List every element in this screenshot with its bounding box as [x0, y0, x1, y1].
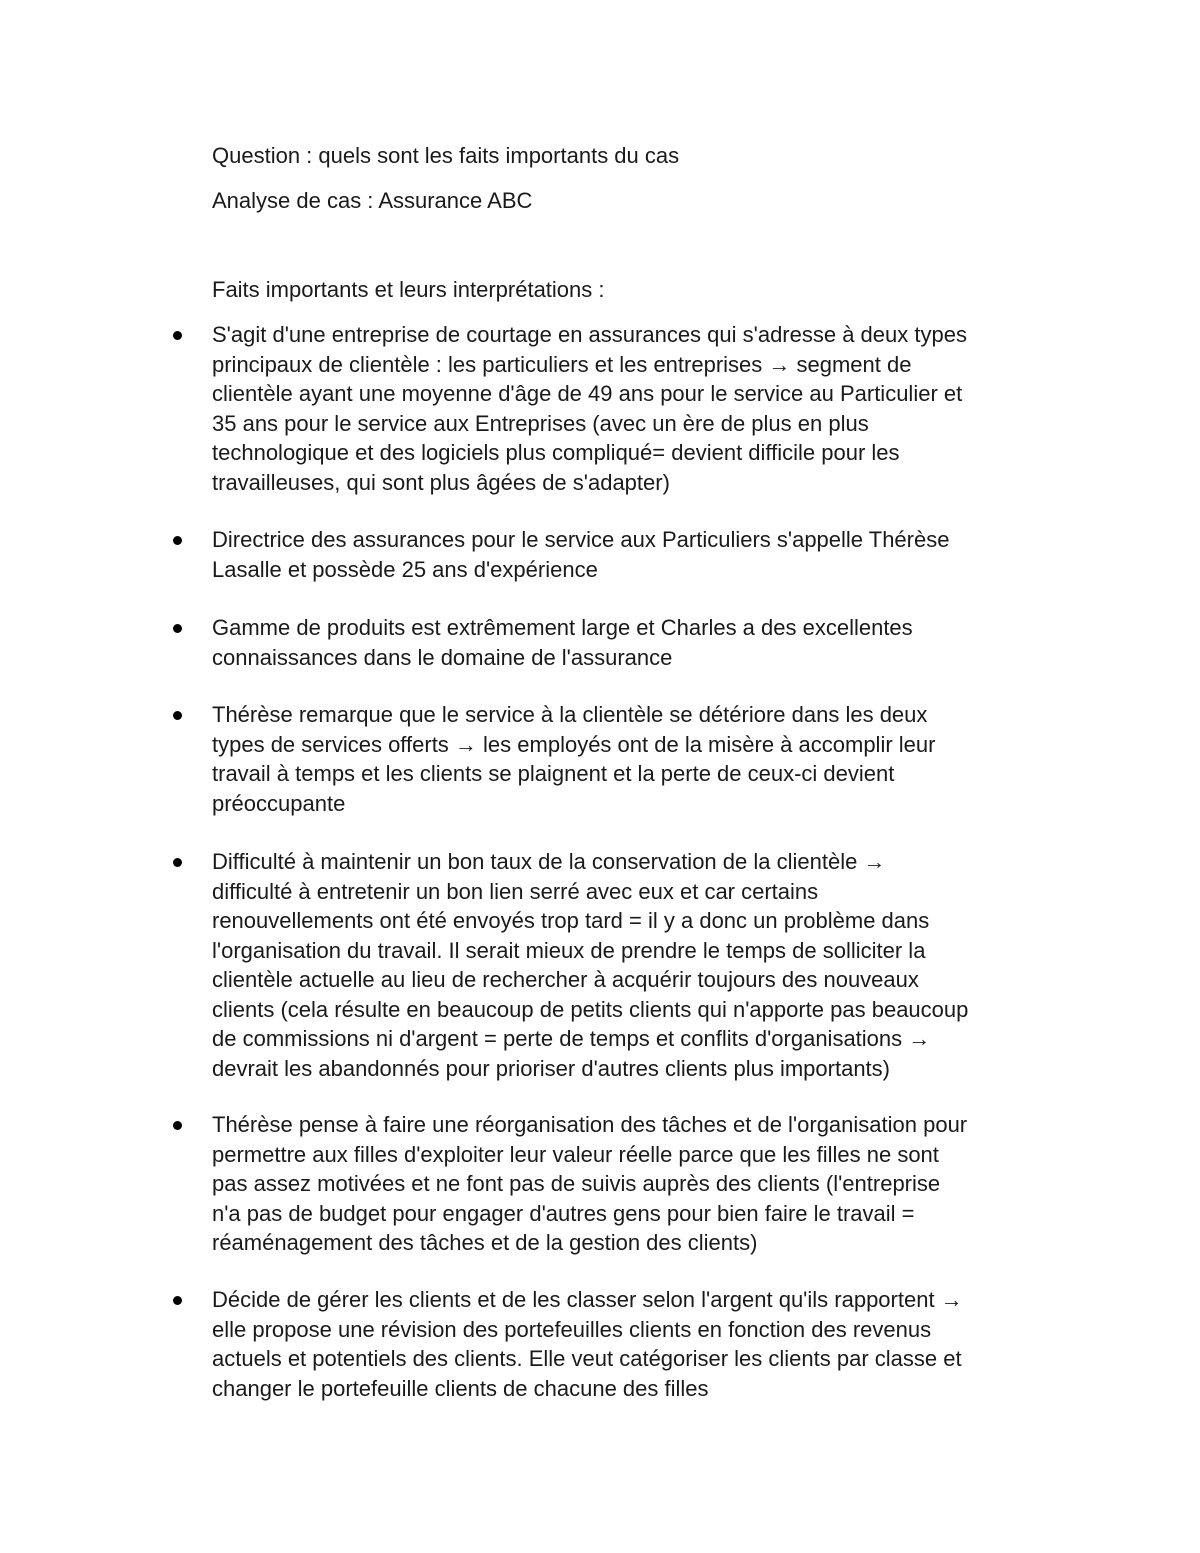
fact-item-2: [212, 525, 1032, 584]
question-line: Question : quels sont les faits importants du cas: [212, 143, 680, 168]
fact-text: Gamme de produits est extrêmement large et Charles a des excellentes connaissances dans le domaine de l'assurance: [212, 615, 913, 670]
case-title: Analyse de cas : Assurance ABC: [212, 188, 533, 213]
fact-text: Difficulté à maintenir un bon taux de la conservation de la clientèle → difficulté à entretenir un bon lien serré avec eux et car certains renouvellements ont été envoyés trop tard = il y a donc un problème dans l'organisation du travail. Il serait mieux de prendre le temps de solliciter la clientèle actuelle au lieu de rechercher à acquérir toujours des nouveaux clients (cela résulte en beaucoup de petits clients qui n'apporte pas beaucoup de commissions ni d'argent = perte de temps et conflits d'organisations → devrait les abandonnés pour prioriser d'autres clients plus importants): [212, 849, 969, 1081]
fact-item-4: [212, 700, 1032, 818]
bullet-icon: [173, 1296, 182, 1305]
fact-text: S'agit d'une entreprise de courtage en assurances qui s'adresse à deux types principaux de clientèle : les particuliers et les entreprises → segment de clientèle ayant une moyenne d'âge de 49 ans pour le service au Particulier et 35 ans pour le service aux Entreprises (avec un ère de plus en plus technologique et des logiciels plus compliqué= devient difficile pour les travailleuses, qui sont plus âgées de s'adapter): [212, 322, 967, 495]
section-heading: Faits importants et leurs interprétations :: [212, 277, 605, 302]
bullet-icon: [173, 624, 182, 633]
fact-item-3: [212, 613, 1032, 672]
bullet-icon: [173, 711, 182, 720]
fact-text: Directrice des assurances pour le service aux Particuliers s'appelle Thérèse Lasalle et possède 25 ans d'expérience: [212, 527, 950, 582]
fact-item-6: [212, 1110, 1032, 1258]
fact-text: Thérèse remarque que le service à la clientèle se détériore dans les deux types de services offerts → les employés ont de la misère à accomplir leur travail à temps et les clients se plaignent et la perte de ceux-ci devient préoccupante: [212, 702, 936, 816]
fact-item-5: [212, 847, 1032, 1083]
bullet-icon: [173, 536, 182, 545]
fact-item-7: [212, 1285, 1032, 1403]
fact-item-1: [212, 320, 1032, 497]
bullet-icon: [173, 858, 182, 867]
fact-text: Décide de gérer les clients et de les classer selon l'argent qu'ils rapportent → elle propose une révision des portefeuilles clients en fonction des revenus actuels et potentiels des clients. Elle veut catégoriser les clients par classe et changer le portefeuille clients de chacune des filles: [212, 1287, 963, 1401]
bullet-icon: [173, 331, 182, 340]
bullet-icon: [173, 1121, 182, 1130]
fact-text: Thérèse pense à faire une réorganisation des tâches et de l'organisation pour permettre aux filles d'exploiter leur valeur réelle parce que les filles ne sont pas assez motivées et ne font pas de suivis auprès des clients (l'entreprise n'a pas de budget pour engager d'autres gens pour bien faire le travail = réaménagement des tâches et de la gestion des clients): [212, 1112, 968, 1255]
